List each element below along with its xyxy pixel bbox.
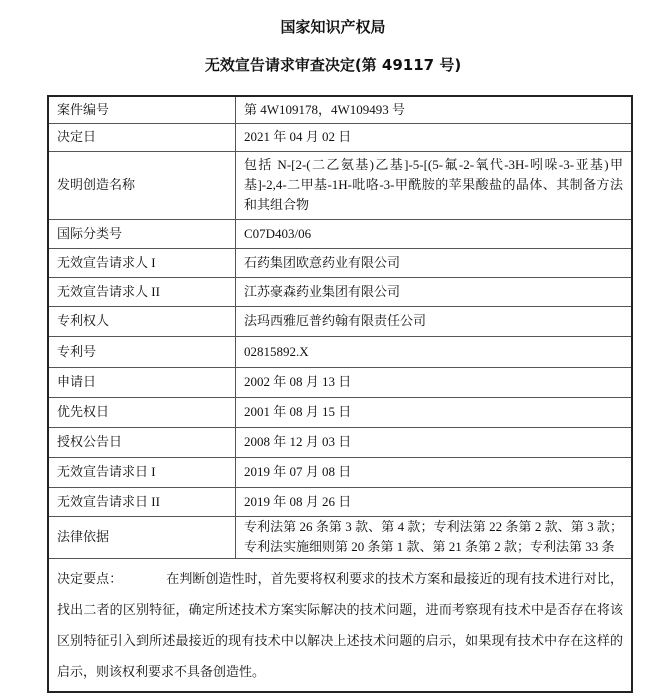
decision-info-table	[47, 95, 633, 693]
row-value: 江苏豪森药业集团有限公司	[236, 277, 633, 306]
row-value: 石药集团欧意药业有限公司	[236, 248, 633, 277]
table-row	[48, 248, 632, 277]
row-label: 法律依据	[48, 516, 236, 558]
table-row	[48, 306, 632, 336]
row-value: 专利法第 26 条第 3 款、第 4 款；专利法第 22 条第 2 款、第 3 款；专利法实施细则第 20 条第 1 款、第 21 条第 2 款；专利法第 33 条	[236, 516, 633, 558]
key-points-text: 在判断创造性时，首先要将权利要求的技术方案和最接近的现有技术进行对比，找出二者的区别特征，确定所述技术方案实际解决的技术问题，进而考察现有技术中是否存在将该区别特征引入到所述最接近的现有技术中以解决上述技术问题的启示，如果现有技术中存在这样的启示，则该权利要求不具备创造性。	[57, 570, 623, 679]
row-label: 无效宣告请求人 I	[48, 248, 236, 277]
table-row	[48, 427, 632, 457]
row-value: 第 4W109178，4W109493 号	[236, 96, 633, 123]
table-row	[48, 487, 632, 516]
row-label: 发明创造名称	[48, 151, 236, 219]
table-row	[48, 516, 632, 558]
row-label: 授权公告日	[48, 427, 236, 457]
row-value: 2019 年 07 月 08 日	[236, 457, 633, 487]
row-label: 国际分类号	[48, 219, 236, 248]
key-points-label: 决定要点：	[57, 570, 123, 586]
row-label: 无效宣告请求日 I	[48, 457, 236, 487]
key-points-row	[48, 558, 632, 692]
table-row	[48, 336, 632, 367]
table-row	[48, 457, 632, 487]
table-row	[48, 123, 632, 151]
table-row	[48, 277, 632, 306]
row-label: 无效宣告请求日 II	[48, 487, 236, 516]
row-label: 专利号	[48, 336, 236, 367]
row-value: 2008 年 12 月 03 日	[236, 427, 633, 457]
row-label: 专利权人	[48, 306, 236, 336]
row-label: 决定日	[48, 123, 236, 151]
row-value: 2002 年 08 月 13 日	[236, 367, 633, 397]
row-value: 2019 年 08 月 26 日	[236, 487, 633, 516]
row-value: 法玛西雅厄普约翰有限责任公司	[236, 306, 633, 336]
row-label: 优先权日	[48, 397, 236, 427]
row-label: 申请日	[48, 367, 236, 397]
document-title: 无效宣告请求审查决定(第 49117 号)	[204, 56, 462, 74]
row-label: 案件编号	[48, 96, 236, 123]
table-row	[48, 151, 632, 219]
key-points	[48, 558, 632, 692]
table-row	[48, 397, 632, 427]
row-value: 包括 N-[2-(二乙氨基)乙基]-5-[(5-氟-2-氧代-3H-吲哚-3-亚基)甲基]-2,4-二甲基-1H-吡咯-3-甲酰胺的苹果酸盐的晶体、其制备方法和其组合物	[236, 151, 633, 219]
table-row	[48, 367, 632, 397]
table-row	[48, 96, 632, 123]
row-value: 2021 年 04 月 02 日	[236, 123, 633, 151]
row-value: C07D403/06	[236, 219, 633, 248]
organization-title: 国家知识产权局	[280, 18, 386, 36]
row-label: 无效宣告请求人 II	[48, 277, 236, 306]
row-value: 02815892.X	[236, 336, 633, 367]
row-value: 2001 年 08 月 15 日	[236, 397, 633, 427]
table-row	[48, 219, 632, 248]
